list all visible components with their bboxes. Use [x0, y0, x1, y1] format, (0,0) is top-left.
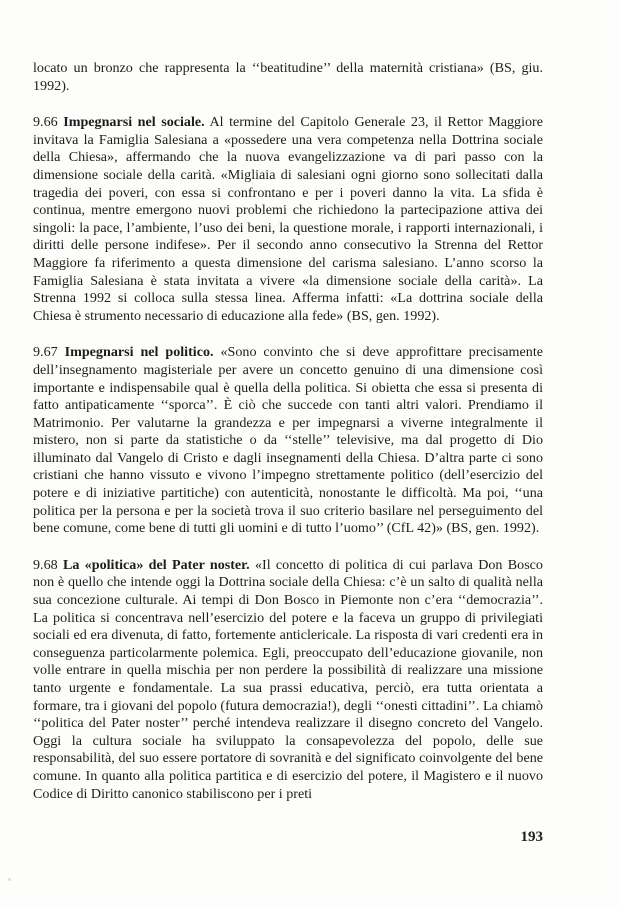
paragraph-title: La «politica» del Pater noster. [62, 556, 250, 573]
paragraph-gap [33, 538, 543, 557]
paragraph-number: 9.66 [33, 114, 58, 131]
paragraph-number: 9.68 [33, 556, 58, 573]
page-number: 193 [520, 829, 543, 845]
page-body [33, 60, 543, 803]
paragraph-gap [33, 95, 543, 114]
paragraph-continuation [33, 60, 543, 95]
paragraph-body: «Sono convinto che si deve approfittare precisamente dell’insegnamento magisteriale per avere un concetto genuino di una dimensione così importante e indispensabile qual è quella della politica. Si obietta che essa si presenta di fatto antipaticamente ‘‘sporca’’. È ciò che succede con tanti altri valori. Prendiamo il Matrimonio. Per valutarne la grandezza e per impegnarsi a viverne integralmente il mistero, non si parte da statistiche o da ‘‘stelle’’ televisive, ma dal progetto di Dio illuminato dal Vangelo di Cristo e dagli insegnamenti della Chiesa. D’altra parte ci sono cristiani che hanno vissuto e vivono l’impegno strettamente politico (dell’esercizio del potere e di iniziative partitiche) con autenticità, nonostante le difficoltà. Ma poi, ‘‘una politica per la persona e per la società trova il suo criterio basilare nel perseguimento del bene comune, come bene di tutti gli uomini e di tutto l’uomo’’ (CfL 42)» (BS, gen. 1992). [33, 344, 543, 537]
paragraph-9-67 [33, 344, 543, 538]
scan-speck [8, 878, 11, 881]
paragraph-9-68 [33, 557, 543, 803]
paragraph-title: Impegnarsi nel politico. [64, 344, 214, 361]
paragraph-body: Al termine del Capitolo Generale 23, il Rettor Maggiore invitava la Famiglia Salesiana a «possedere una vera competenza nella Dottrina sociale della Chiesa», affermando che la nuova evangelizzazione va di pari passo con la dimensione sociale della carità. «Migliaia di salesiani ogni giorno sono sollecitati dalla tragedia dei poveri, con essa si confrontano e per i poveri danno la vita. La sfida è continua, mentre emergono nuovi problemi che richiedono la partecipazione attiva dei singoli: la pace, l’ambiente, l’uso dei beni, la questione morale, i rapporti internazionali, i diritti delle persone indifese». Per il secondo anno consecutivo la Strenna del Rettor Maggiore fa riferimento a questa dimensione del carisma salesiano. L’anno scorso la Famiglia Salesiana è stata invitata a vivere «la dimensione sociale della carità». La Strenna 1992 si colloca sulla stessa linea. Afferma infatti: «La dottrina sociale della Chiesa è strumento necessario di educazione alla fede» (BS, gen. 1992). [33, 114, 543, 324]
paragraph-title: Impegnarsi nel sociale. [63, 114, 205, 131]
paragraph-9-66 [33, 114, 543, 325]
paragraph-body: locato un bronzo che rappresenta la ‘‘beatitudine’’ della maternità cristiana» (BS, giu. 1992). [33, 60, 543, 94]
paragraph-body: «Il concetto di politica di cui parlava Don Bosco non è quello che intende oggi la Dottrina sociale della Chiesa: c’è un salto di qualità nella sua concezione culturale. Ai tempi di Don Bosco in Piemonte non c’era ‘‘democrazia’’. La politica si concentrava nell’esercizio del potere e la faceva un gruppo di privilegiati sociali ed era divenuta, di fatto, fortemente anticlericale. La risposta di vari credenti era in conseguenza particolarmente polemica. Egli, preoccupato dell’educazione giovanile, non volle entrare in quella mischia per non perdere la possibilità di realizzare una missione tanto urgente e fondamentale. La sua prassi educativa, perciò, era tutta orientata a formare, tra i giovani del popolo (futura democrazia!), degli ‘‘onesti cittadini’’. La chiamò ‘‘politica del Pater noster’’ perché intendeva realizzare il disegno concreto del Vangelo. Oggi la cultura sociale ha sviluppato la consapevolezza del popolo, delle sue responsabilità, del suo essere portatore di sovranità e del significato coinvolgente del bene comune. In quanto alla politica partitica e di esercizio del potere, il Magistero e il nuovo Codice di Diritto canonico stabiliscono per i preti [33, 556, 543, 802]
paragraph-gap [33, 325, 543, 344]
paragraph-number: 9.67 [33, 344, 58, 361]
